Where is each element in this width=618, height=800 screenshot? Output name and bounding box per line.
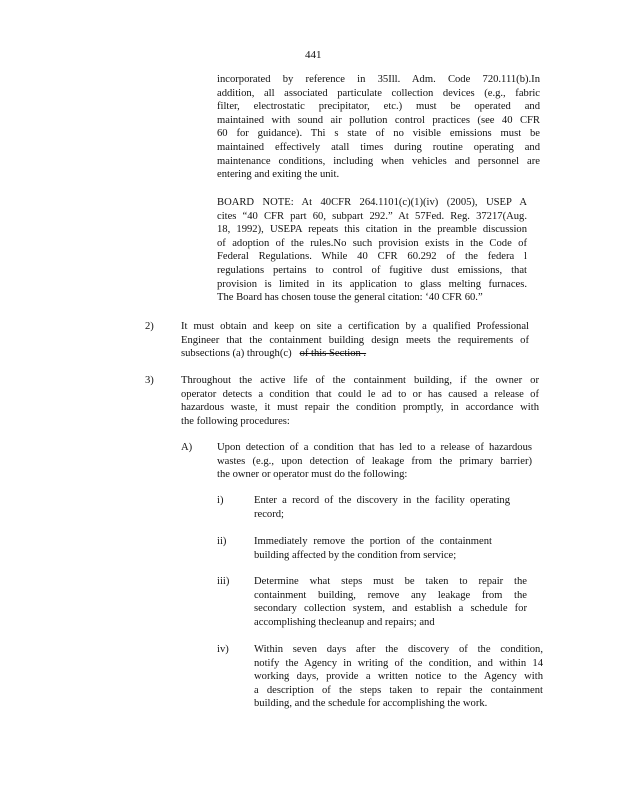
text-line: record;: [254, 508, 284, 520]
item-2-text: [181, 320, 529, 361]
text-line: maintenance conditions, including when vehicles and personnel are: [217, 155, 540, 167]
item-a-marker: A): [181, 442, 193, 453]
text-line: addition, all associated particulate collection devices (e.g., fabric: [217, 87, 540, 99]
item-a-text: [217, 441, 532, 482]
text-line: of adoption of the rules.No such provision exists in the Code of: [217, 237, 527, 249]
text-line: notify the Agency in writing of the condition, and within 14: [254, 657, 543, 669]
text-line: building, and the schedule for accomplishing the work.: [254, 698, 488, 710]
text-line: Enter a record of the discovery in the facility operating: [254, 495, 510, 506]
intro-paragraph: [217, 73, 540, 182]
text-line: Immediately remove the portion of the containment: [254, 536, 492, 547]
text-line: the owner or operator must do the following:: [217, 469, 408, 481]
text-line: Upon detection of a condition that has led to a release of hazardous: [217, 442, 532, 453]
struck-text: of this Section .: [299, 348, 367, 360]
text-line: building affected by the condition from service;: [254, 549, 457, 561]
text-line: entering and exiting the unit.: [217, 169, 340, 181]
text-line: secondary collection system, and establish a schedule for: [254, 603, 527, 615]
item-3-text: [181, 374, 539, 428]
board-note: [217, 196, 527, 305]
sub-iv-text: [254, 643, 543, 711]
text-line: the following procedures:: [181, 415, 290, 427]
text-line: filter, electrostatic precipitator, etc.) must be operated and: [217, 101, 540, 113]
sub-i-marker: i): [217, 495, 224, 506]
text-line: maintained effectively atall times during routine operating and: [217, 141, 540, 153]
sub-ii-text: [254, 535, 492, 562]
text-line: maintained with sound air pollution control practices (see 40 CFR: [217, 114, 540, 126]
text-line: [181, 347, 529, 361]
text-line: regulations pertains to control of fugitive dust emissions, that: [217, 264, 527, 276]
text-line: cites “40 CFR part 60, subpart 292.” At 57Fed. Reg. 37217(Aug.: [217, 210, 527, 222]
text-line: hazardous waste, it must repair the condition promptly, in accordance with: [181, 402, 539, 414]
text-line: BOARD NOTE: At 40CFR 264.1101(c)(1)(iv) (2005), USEP A: [217, 197, 527, 208]
sub-i-text: [254, 494, 510, 521]
item-2-marker: 2): [145, 321, 154, 332]
text-line: provision is limited in its application to glass melting furnaces.: [217, 278, 527, 290]
text-line: It must obtain and keep on site a certification by a qualified Professional: [181, 321, 529, 332]
text-line: The Board has chosen touse the general citation: ‘40 CFR 60.”: [217, 292, 483, 304]
text-line: Determine what steps must be taken to repair the: [254, 576, 527, 587]
text-line: 18, 1992), USEPA repeats this citation in the preamble discussion: [217, 224, 527, 236]
text-fragment: subsections (a) through(c): [181, 348, 292, 360]
text-line: Engineer that the containment building design meets the requirements of: [181, 334, 529, 346]
text-line: Throughout the active life of the containment building, if the owner or: [181, 375, 539, 386]
text-line: accomplishing thecleanup and repairs; and: [254, 616, 435, 628]
sub-iii-marker: iii): [217, 576, 230, 587]
sub-iv-marker: iv): [217, 644, 229, 655]
sub-iii-text: [254, 575, 527, 629]
text-line: working days, provide a written notice to the Agency with: [254, 671, 543, 683]
text-line: wastes (e.g., upon detection of leakage from the primary barrier): [217, 455, 532, 467]
text-line: incorporated by reference in 35Ill. Adm. Code 720.111(b).In: [217, 74, 540, 85]
text-line: a description of the steps taken to repair the containment: [254, 684, 543, 696]
text-line: Federal Regulations. While 40 CFR 60.292 of the federa l: [217, 251, 527, 263]
page-number: 441: [305, 49, 322, 61]
text-line: Within seven days after the discovery of the condition,: [254, 644, 543, 655]
text-line: containment building, remove any leakage from the: [254, 589, 527, 601]
text-line: 60 for guidance). Thi s state of no visible emissions must be: [217, 128, 540, 140]
sub-ii-marker: ii): [217, 536, 227, 547]
item-3-marker: 3): [145, 375, 154, 386]
text-line: operator detects a condition that could le ad to or has caused a release of: [181, 388, 539, 400]
